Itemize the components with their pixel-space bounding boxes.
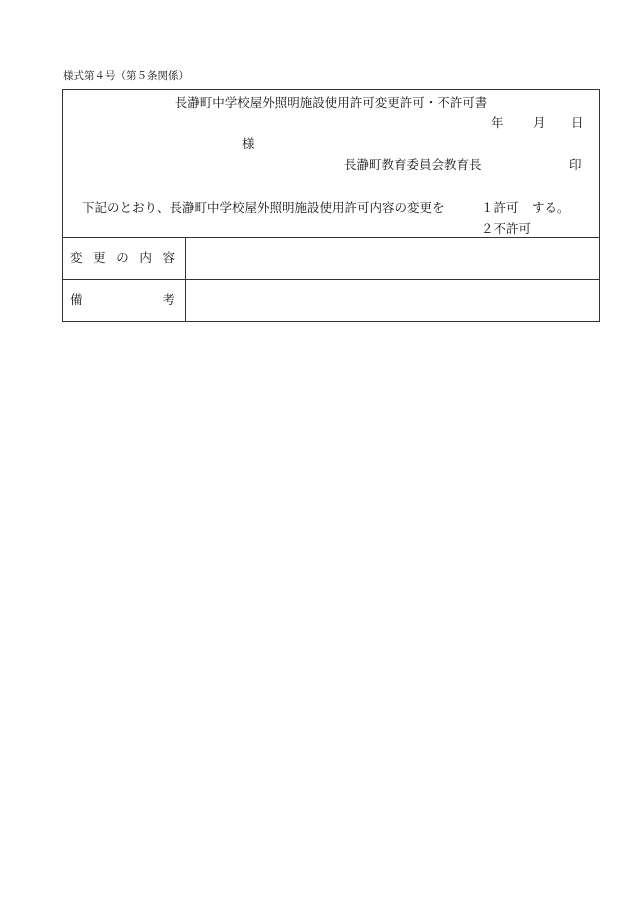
label-char: 容 (162, 250, 175, 265)
body-text: 下記のとおり、長瀞町中学校屋外照明施設使用許可内容の変更を (82, 200, 445, 215)
option-not-permit: ２不許可 (481, 221, 532, 236)
permission-form-table (62, 89, 600, 322)
form-number: 様式第４号（第５条関係） (63, 70, 189, 82)
remarks-row (63, 280, 599, 321)
change-content-value-cell[interactable] (186, 238, 599, 279)
change-content-row (63, 238, 599, 280)
label-char: 変 (70, 250, 83, 265)
label-char: 備 (70, 292, 83, 307)
document-title: 長瀞町中学校屋外照明施設使用許可変更許可・不許可書 (174, 95, 488, 110)
change-content-label-cell (63, 238, 186, 279)
label-char: 更 (93, 250, 106, 265)
label-char: 内 (139, 250, 152, 265)
remarks-label (70, 294, 175, 307)
date-month-label: 月 (533, 115, 546, 130)
remarks-label-cell (63, 280, 186, 321)
addressee-suffix: 様 (242, 136, 255, 151)
label-char: 考 (162, 292, 175, 307)
form-header-block (63, 90, 599, 238)
change-content-label (70, 252, 175, 265)
seal-mark: 印 (569, 157, 582, 172)
date-day-label: 日 (571, 115, 584, 130)
body-suffix: する。 (532, 200, 570, 215)
remarks-value-cell[interactable] (186, 280, 599, 321)
date-year-label: 年 (491, 115, 504, 130)
label-char: の (116, 250, 129, 265)
issuer-title: 長瀞町教育委員会教育長 (344, 157, 482, 172)
option-permit: １許可 (481, 200, 519, 215)
